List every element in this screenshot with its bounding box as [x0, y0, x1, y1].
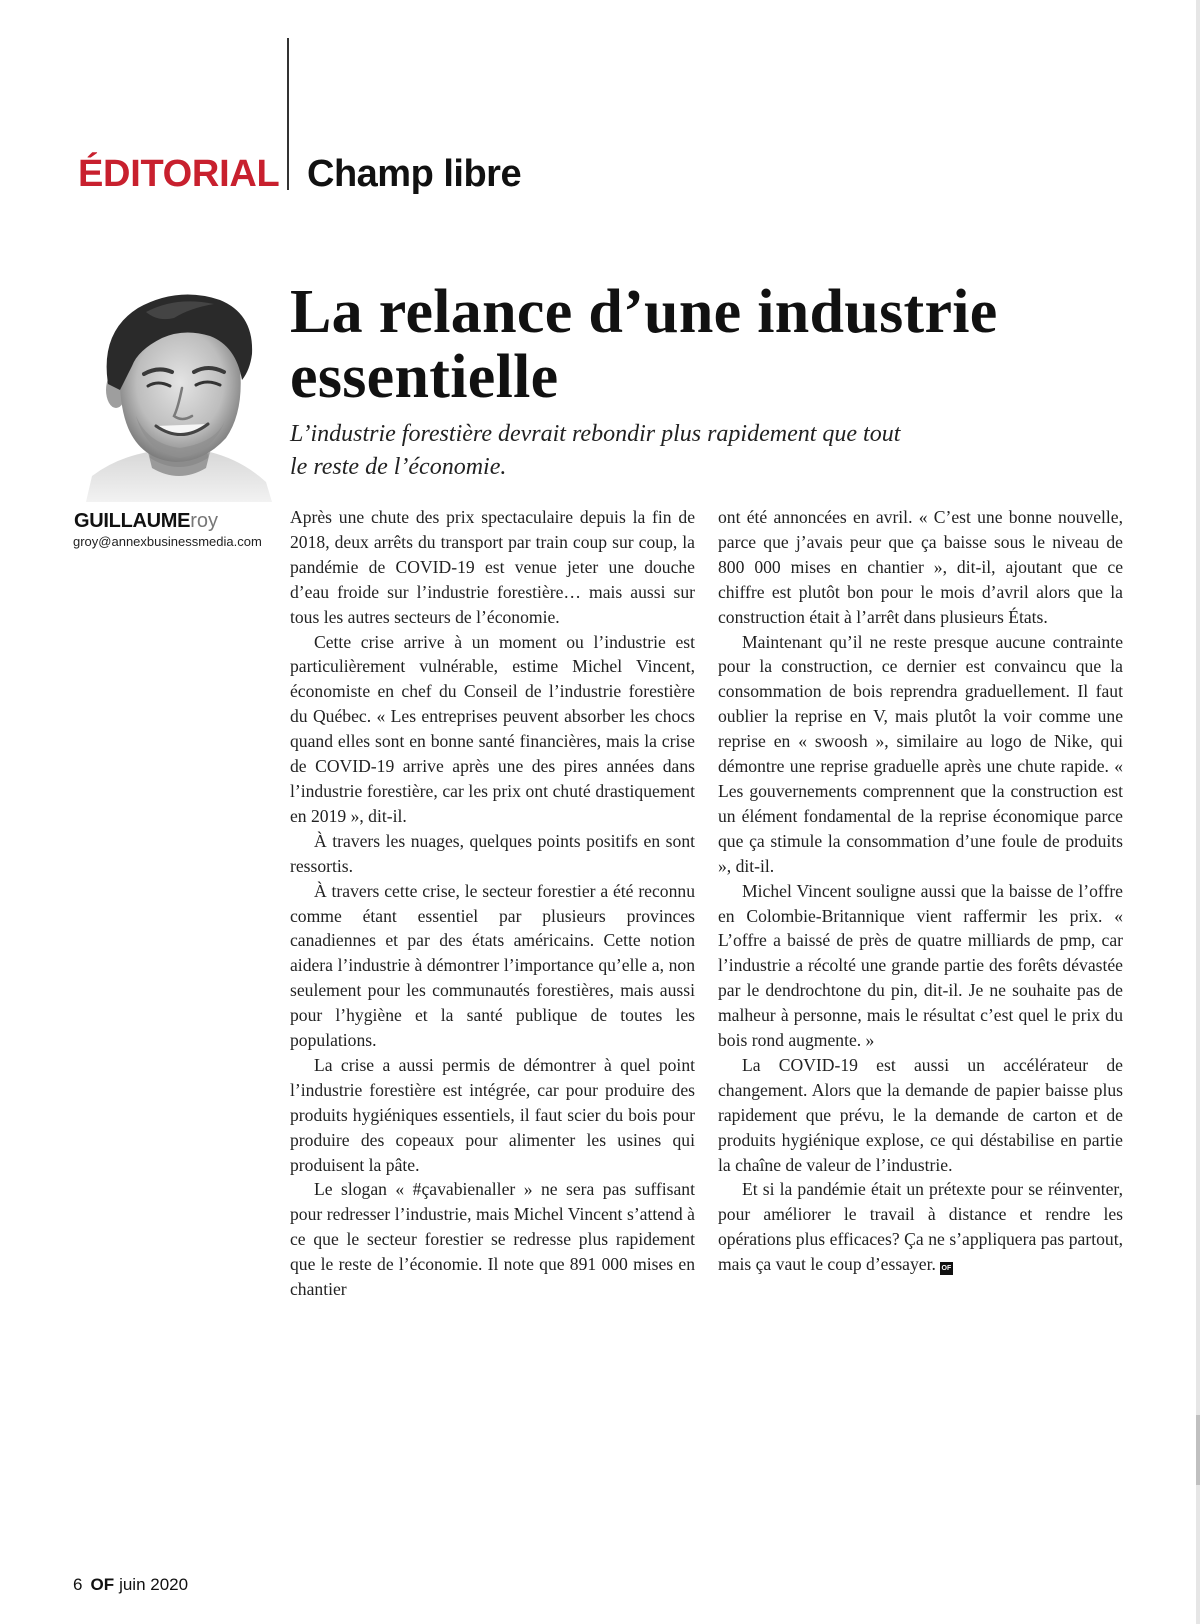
paragraph: Michel Vincent souligne aussi que la baisse de l’offre en Colombie-Britannique vient raffermir les prix. « L’offre a baissé de près de quatre milliards de pmp, car l’industrie a récolté une grande partie des forêts dévastée par le dendrochtone du pin, dit-il. Je ne souhaite pas de malheur à personne, mais le résultat c’est quel le prix du bois rond augmente. »: [718, 880, 1123, 1051]
paragraph: Cette crise arrive à un moment ou l’industrie est particulièrement vulnérable, estime Michel Vincent, économiste en chef du Conseil de l’industrie forestière du Québec. « Les entreprises peuvent absorber les chocs quand elles sont en bonne santé financières, mais la crise de COVID-19 arrive après une des pires années dans l’industrie forestière, car les prix ont chuté drastiquement en 2019 », dit-il.: [290, 631, 695, 826]
article-column-2: [718, 505, 1123, 1277]
paragraph: À travers cette crise, le secteur forestier a été reconnu comme étant essentiel par plusieurs provinces canadiennes et par des états américains. Cette notion aidera l’industrie à démontrer l’importance qu’elle a, non seulement pour les communautés forestières, mais aussi pour l’hygiène et la santé publique de toutes les populations.: [290, 880, 695, 1051]
page-footer: [73, 1574, 188, 1596]
paragraph: La crise a aussi permis de démontrer à quel point l’industrie forestière est intégrée, car pour produire des produits hygiéniques essentiels, il faut scier du bois pour produire des copeaux pour alimenter les usines qui produisent la pâte.: [290, 1054, 695, 1175]
author-portrait: [86, 292, 272, 502]
author-first-name: GUILLAUME: [74, 510, 191, 532]
author-name: [74, 509, 218, 533]
article-dek: L’industrie forestière devrait rebondir plus rapidement que tout le reste de l’économie.: [290, 421, 901, 480]
page-edge-rule: [1196, 0, 1200, 1624]
page-number: 6: [73, 1575, 83, 1594]
author-last-name: roy: [190, 510, 218, 532]
paragraph: Le slogan « #çavabienaller » ne sera pas suffisant pour redresser l’industrie, mais Michel Vincent s’attend à ce que le secteur forestier se redresse plus rapidement que le reste de l’économie. Il note que 891 000 mises en chantier: [290, 1179, 695, 1300]
paragraph: ont été annoncées en avril. « C’est une bonne nouvelle, parce que j’avais peur que ça baisse sous le niveau de 800 000 mises en chantier », dit-il, ajoutant que ce chiffre est plutôt bon pour le mois d’avril alors que la construction était à l’arrêt dans plusieurs États.: [718, 507, 1123, 627]
article-headline: La relance d’une industrie essentielle: [290, 278, 998, 411]
header-divider: [287, 38, 289, 190]
article-column-1: [290, 505, 695, 1302]
end-mark-icon: OF: [940, 1262, 953, 1275]
author-email[interactable]: groy@annexbusinessmedia.com: [73, 534, 262, 549]
paragraph: Après une chute des prix spectaculaire depuis la fin de 2018, deux arrêts du transport par train coup sur coup, la pandémie de COVID-19 est venue jeter une douche d’eau froide sur l’industrie forestière… mais aussi sur tous les autres secteurs de l’économie.: [290, 507, 695, 627]
paragraph: À travers les nuages, quelques points positifs en sont ressortis.: [290, 830, 695, 876]
column-title: Champ libre: [307, 153, 522, 195]
paragraph: Maintenant qu’il ne reste presque aucune contrainte pour la construction, ce dernier est convaincu que la consommation de bois reprendra graduellement. Il faut oublier la reprise en V, mais plutôt la voir comme une reprise en « swoosh », similaire au logo de Nike, qui démontre une reprise graduelle après une chute rapide. « Les gouvernements comprennent que la construction est un élément fondamental de la reprise économique parce que ça stimule la consommation d’une foule de produits », dit-il.: [718, 631, 1123, 876]
paragraph-text: Et si la pandémie était un prétexte pour se réinventer, pour améliorer le travail à distance et rendre les opérations plus efficaces? Ça ne s’appliquera pas partout, mais ça vaut le coup d’essayer.: [718, 1179, 1123, 1275]
paragraph: La COVID-19 est aussi un accélérateur de changement. Alors que la demande de papier baisse plus rapidement que prévu, le la demande de carton et de produits hygiénique explose, ce qui déstabilise en partie la chaîne de valeur de l’industrie.: [718, 1054, 1123, 1175]
magazine-name: OF: [90, 1575, 115, 1594]
page-edge-marker: [1196, 1415, 1200, 1485]
paragraph-last: [718, 1177, 1123, 1277]
issue-date: juin 2020: [119, 1575, 189, 1594]
section-label: ÉDITORIAL: [78, 153, 280, 195]
